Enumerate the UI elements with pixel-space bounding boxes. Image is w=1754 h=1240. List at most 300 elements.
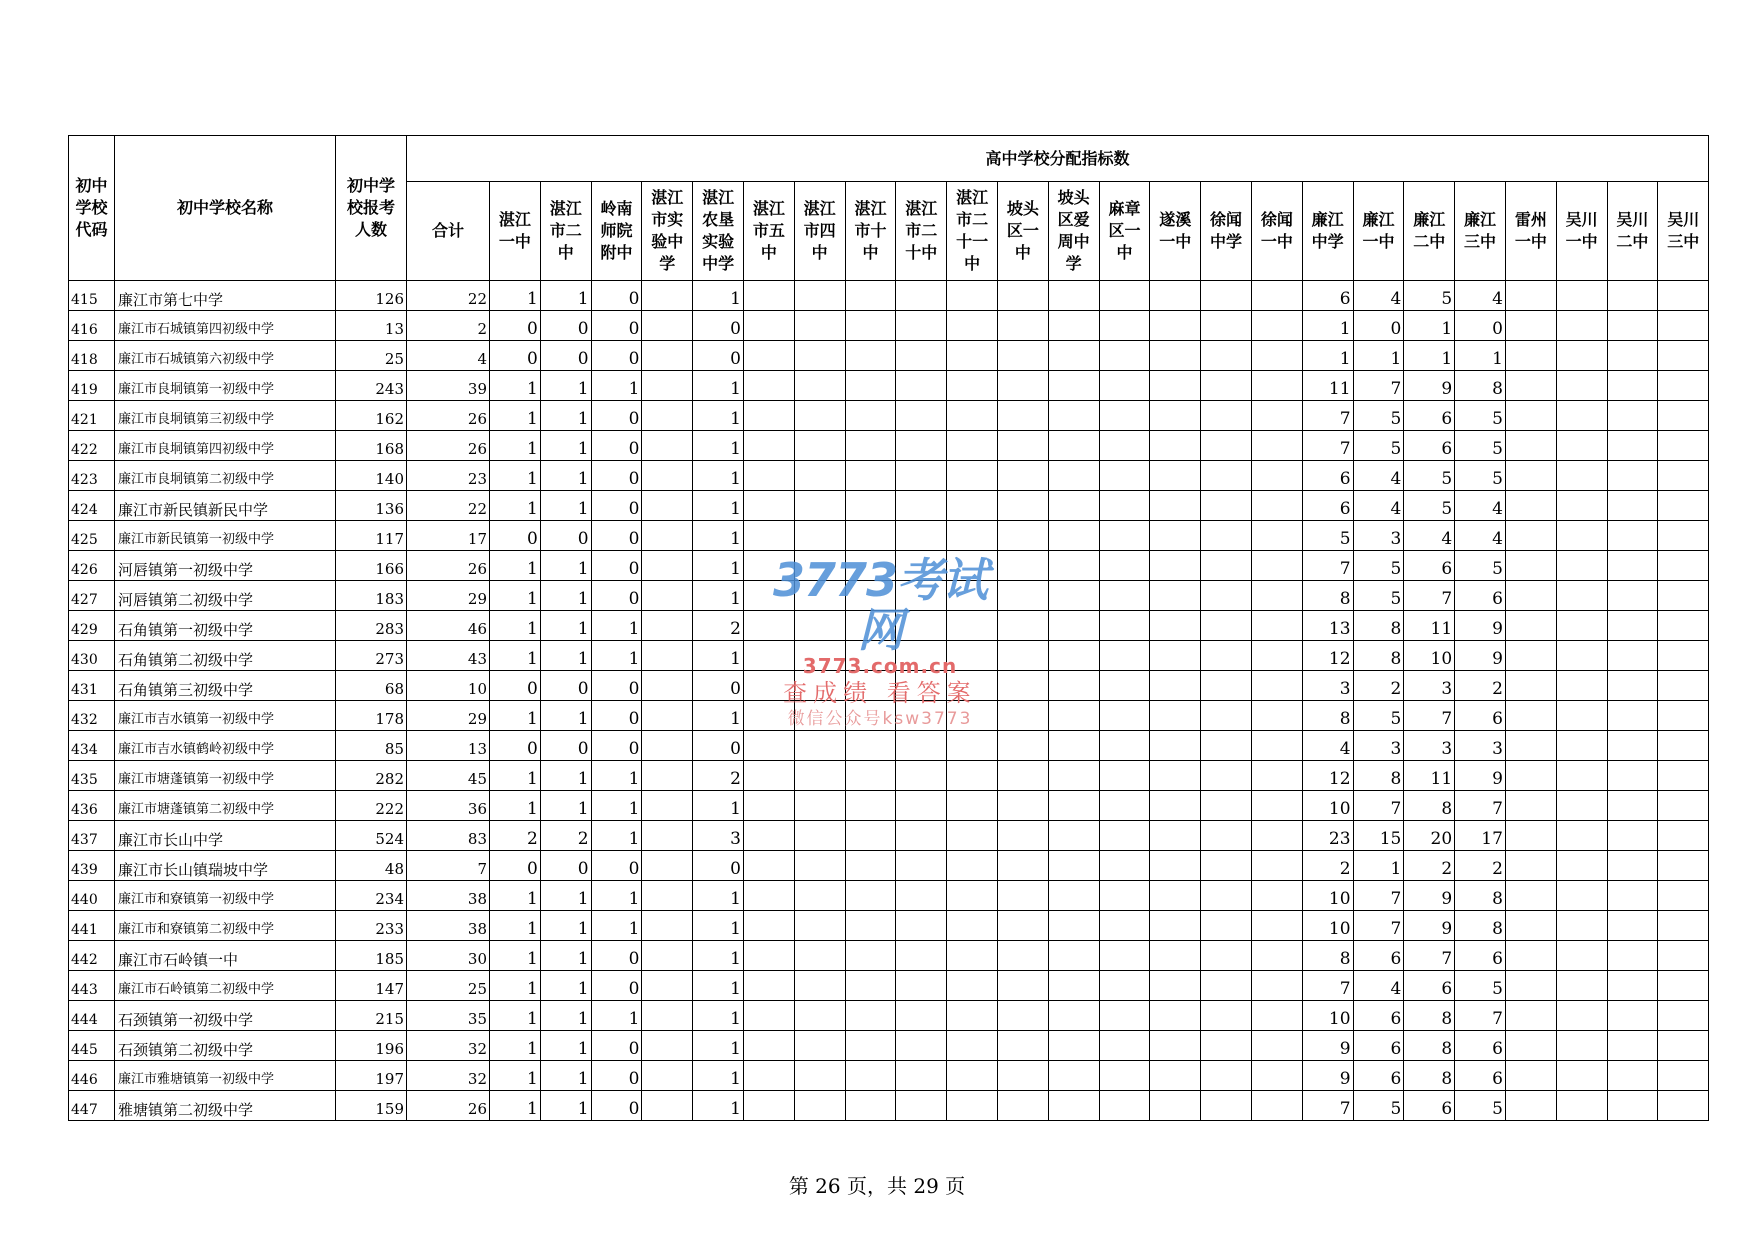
allocation-cell xyxy=(896,941,947,971)
allocation-cell: 1 xyxy=(540,581,591,611)
allocation-cell xyxy=(1201,881,1252,911)
allocation-cell xyxy=(1099,941,1150,971)
allocation-cell xyxy=(1048,401,1099,431)
allocation-cell xyxy=(743,491,794,521)
allocation-cell xyxy=(1099,641,1150,671)
total-cell: 38 xyxy=(407,911,490,941)
allocation-cell: 0 xyxy=(693,341,744,371)
allocation-cell xyxy=(1201,491,1252,521)
allocation-cell xyxy=(1607,1001,1658,1031)
allocation-cell xyxy=(743,401,794,431)
allocation-cell xyxy=(1556,611,1607,641)
table-row xyxy=(69,1031,1709,1061)
allocation-cell xyxy=(1658,281,1709,311)
allocation-cell: 1 xyxy=(540,1091,591,1121)
allocation-cell xyxy=(794,401,845,431)
allocation-cell: 0 xyxy=(693,851,744,881)
total-cell: 39 xyxy=(407,371,490,401)
allocation-cell: 5 xyxy=(1455,1091,1506,1121)
allocation-cell: 0 xyxy=(591,701,642,731)
allocation-cell xyxy=(1099,1091,1150,1121)
allocation-cell xyxy=(1607,791,1658,821)
allocation-cell xyxy=(794,761,845,791)
allocation-cell: 1 xyxy=(693,521,744,551)
allocation-cell: 10 xyxy=(1302,881,1353,911)
allocation-cell: 4 xyxy=(1302,731,1353,761)
allocation-cell xyxy=(1251,791,1302,821)
allocation-cell xyxy=(1505,341,1556,371)
school-code-cell: 431 xyxy=(69,671,115,701)
allocation-cell: 1 xyxy=(540,941,591,971)
school-name-cell: 雅塘镇第二初级中学 xyxy=(115,1091,336,1121)
allocation-cell: 7 xyxy=(1353,911,1404,941)
allocation-cell: 0 xyxy=(591,971,642,1001)
allocation-cell: 4 xyxy=(1404,521,1455,551)
allocation-cell xyxy=(794,281,845,311)
allocation-cell xyxy=(1505,1001,1556,1031)
allocation-cell xyxy=(845,881,896,911)
allocation-cell xyxy=(1505,911,1556,941)
allocation-cell xyxy=(845,791,896,821)
allocation-cell xyxy=(947,911,998,941)
allocation-cell: 2 xyxy=(1353,671,1404,701)
allocation-cell: 9 xyxy=(1302,1061,1353,1091)
allocation-cell: 12 xyxy=(1302,761,1353,791)
allocation-cell xyxy=(642,731,693,761)
allocation-cell xyxy=(1099,791,1150,821)
allocation-cell: 7 xyxy=(1404,581,1455,611)
allocation-cell xyxy=(642,791,693,821)
allocation-cell: 6 xyxy=(1302,461,1353,491)
allocation-cell xyxy=(1150,671,1201,701)
allocation-cell xyxy=(1658,971,1709,1001)
allocation-cell xyxy=(1201,551,1252,581)
allocation-cell: 6 xyxy=(1302,281,1353,311)
allocation-cell xyxy=(1505,1091,1556,1121)
allocation-cell: 6 xyxy=(1455,1061,1506,1091)
allocation-cell: 10 xyxy=(1404,641,1455,671)
allocation-cell: 1 xyxy=(591,1001,642,1031)
allocation-cell: 7 xyxy=(1353,881,1404,911)
allocation-cell xyxy=(1251,731,1302,761)
allocation-cell xyxy=(1505,401,1556,431)
allocation-cell: 1 xyxy=(540,461,591,491)
table-row xyxy=(69,731,1709,761)
allocation-cell xyxy=(642,1061,693,1091)
allocation-cell xyxy=(642,701,693,731)
total-cell: 29 xyxy=(407,701,490,731)
allocation-cell: 15 xyxy=(1353,821,1404,851)
allocation-cell xyxy=(1201,791,1252,821)
allocation-cell: 1 xyxy=(490,641,541,671)
allocation-cell xyxy=(845,1061,896,1091)
allocation-cell xyxy=(1251,1091,1302,1121)
allocation-cell: 1 xyxy=(1302,311,1353,341)
school-name-cell: 廉江市雅塘镇第一初级中学 xyxy=(115,1061,336,1091)
allocation-cell xyxy=(896,371,947,401)
allocation-cell: 1 xyxy=(490,1061,541,1091)
allocation-cell xyxy=(1556,371,1607,401)
allocation-cell xyxy=(845,941,896,971)
allocation-cell: 1 xyxy=(540,611,591,641)
allocation-cell xyxy=(794,521,845,551)
allocation-cell xyxy=(1150,341,1201,371)
allocation-cell xyxy=(1607,701,1658,731)
allocation-cell xyxy=(1607,1031,1658,1061)
school-name-cell: 廉江市良垌镇第二初级中学 xyxy=(115,461,336,491)
allocation-cell: 0 xyxy=(540,731,591,761)
header-school-col: 吴川 三中 xyxy=(1658,182,1709,281)
allocation-cell xyxy=(947,941,998,971)
total-cell: 26 xyxy=(407,1091,490,1121)
allocation-cell: 1 xyxy=(490,371,541,401)
allocation-cell xyxy=(1150,461,1201,491)
allocation-cell: 4 xyxy=(1353,491,1404,521)
allocation-cell: 6 xyxy=(1455,581,1506,611)
allocation-cell: 1 xyxy=(693,1091,744,1121)
applicants-cell: 13 xyxy=(336,311,407,341)
allocation-cell: 11 xyxy=(1404,611,1455,641)
allocation-cell xyxy=(743,1001,794,1031)
allocation-cell xyxy=(1048,1001,1099,1031)
table-row xyxy=(69,761,1709,791)
header-school-col: 徐闻 中学 xyxy=(1201,182,1252,281)
allocation-cell xyxy=(1251,1031,1302,1061)
allocation-cell: 5 xyxy=(1353,551,1404,581)
allocation-cell xyxy=(1048,611,1099,641)
allocation-cell xyxy=(1048,791,1099,821)
allocation-cell xyxy=(1658,821,1709,851)
allocation-cell xyxy=(642,581,693,611)
allocation-cell xyxy=(743,341,794,371)
allocation-cell: 0 xyxy=(591,851,642,881)
allocation-cell: 8 xyxy=(1455,371,1506,401)
allocation-cell xyxy=(947,491,998,521)
allocation-cell xyxy=(1048,1091,1099,1121)
watermark-url: 3773.com.cn xyxy=(802,654,958,678)
header-allocation-group: 高中学校分配指标数 xyxy=(407,136,1709,182)
allocation-cell xyxy=(794,1031,845,1061)
allocation-cell: 3 xyxy=(693,821,744,851)
allocation-cell xyxy=(1201,911,1252,941)
allocation-cell xyxy=(947,281,998,311)
header-school-col: 坡头 区一 中 xyxy=(997,182,1048,281)
allocation-cell xyxy=(1048,431,1099,461)
allocation-cell: 0 xyxy=(591,671,642,701)
allocation-cell xyxy=(1658,791,1709,821)
allocation-cell xyxy=(1201,761,1252,791)
allocation-cell: 1 xyxy=(693,911,744,941)
school-code-cell: 446 xyxy=(69,1061,115,1091)
allocation-cell xyxy=(896,1091,947,1121)
allocation-cell xyxy=(845,401,896,431)
allocation-cell xyxy=(743,431,794,461)
allocation-cell: 9 xyxy=(1302,1031,1353,1061)
allocation-cell: 1 xyxy=(540,1001,591,1031)
allocation-cell xyxy=(642,941,693,971)
table-row xyxy=(69,341,1709,371)
allocation-cell xyxy=(1150,641,1201,671)
allocation-cell: 1 xyxy=(693,881,744,911)
allocation-cell xyxy=(947,971,998,1001)
allocation-cell xyxy=(642,1001,693,1031)
allocation-cell: 1 xyxy=(693,281,744,311)
allocation-cell xyxy=(1607,971,1658,1001)
allocation-cell xyxy=(845,341,896,371)
allocation-cell: 6 xyxy=(1404,1091,1455,1121)
total-cell: 38 xyxy=(407,881,490,911)
allocation-cell: 1 xyxy=(693,401,744,431)
table-row xyxy=(69,971,1709,1001)
allocation-cell xyxy=(1556,701,1607,731)
allocation-cell xyxy=(1099,1031,1150,1061)
allocation-cell xyxy=(642,1091,693,1121)
allocation-cell: 0 xyxy=(591,341,642,371)
school-code-cell: 442 xyxy=(69,941,115,971)
allocation-cell: 3 xyxy=(1404,731,1455,761)
table-row xyxy=(69,911,1709,941)
allocation-cell: 0 xyxy=(490,731,541,761)
allocation-cell: 9 xyxy=(1455,611,1506,641)
allocation-cell: 6 xyxy=(1353,1001,1404,1031)
allocation-cell: 9 xyxy=(1455,641,1506,671)
allocation-cell: 7 xyxy=(1353,371,1404,401)
allocation-cell: 2 xyxy=(540,821,591,851)
school-name-cell: 廉江市长山镇瑞坡中学 xyxy=(115,851,336,881)
allocation-cell xyxy=(1505,971,1556,1001)
allocation-cell: 5 xyxy=(1302,521,1353,551)
allocation-cell xyxy=(1099,851,1150,881)
allocation-cell xyxy=(1099,881,1150,911)
school-name-cell: 廉江市石城镇第六初级中学 xyxy=(115,341,336,371)
total-cell: 22 xyxy=(407,491,490,521)
school-code-cell: 447 xyxy=(69,1091,115,1121)
allocation-cell xyxy=(642,311,693,341)
allocation-cell: 7 xyxy=(1302,1091,1353,1121)
allocation-cell: 0 xyxy=(490,851,541,881)
allocation-cell xyxy=(1150,611,1201,641)
allocation-cell: 3 xyxy=(1455,731,1506,761)
school-name-cell: 廉江市石岭镇一中 xyxy=(115,941,336,971)
allocation-cell: 2 xyxy=(490,821,541,851)
allocation-cell xyxy=(1607,401,1658,431)
allocation-cell xyxy=(642,521,693,551)
school-code-cell: 441 xyxy=(69,911,115,941)
total-cell: 45 xyxy=(407,761,490,791)
applicants-cell: 183 xyxy=(336,581,407,611)
allocation-cell xyxy=(642,491,693,521)
allocation-cell xyxy=(1201,701,1252,731)
school-code-cell: 443 xyxy=(69,971,115,1001)
allocation-cell xyxy=(1607,671,1658,701)
allocation-cell xyxy=(1048,821,1099,851)
allocation-cell xyxy=(1099,431,1150,461)
allocation-cell: 1 xyxy=(591,791,642,821)
allocation-cell: 1 xyxy=(591,821,642,851)
allocation-cell xyxy=(896,431,947,461)
allocation-cell xyxy=(845,521,896,551)
allocation-cell xyxy=(1048,911,1099,941)
allocation-cell xyxy=(743,791,794,821)
allocation-cell xyxy=(1201,1061,1252,1091)
applicants-cell: 147 xyxy=(336,971,407,1001)
allocation-cell xyxy=(896,821,947,851)
allocation-cell xyxy=(997,791,1048,821)
school-code-cell: 440 xyxy=(69,881,115,911)
applicants-cell: 283 xyxy=(336,611,407,641)
allocation-cell xyxy=(1150,1091,1201,1121)
allocation-cell xyxy=(743,761,794,791)
allocation-cell xyxy=(1556,731,1607,761)
allocation-cell: 7 xyxy=(1404,941,1455,971)
allocation-cell: 1 xyxy=(490,881,541,911)
allocation-cell xyxy=(1251,311,1302,341)
allocation-cell xyxy=(794,911,845,941)
allocation-cell xyxy=(1150,881,1201,911)
allocation-cell xyxy=(642,281,693,311)
allocation-cell xyxy=(642,851,693,881)
allocation-cell: 8 xyxy=(1302,581,1353,611)
allocation-cell xyxy=(997,371,1048,401)
allocation-cell xyxy=(1201,401,1252,431)
allocation-cell: 1 xyxy=(591,611,642,641)
allocation-cell: 0 xyxy=(540,851,591,881)
allocation-cell xyxy=(1556,851,1607,881)
allocation-cell xyxy=(1048,371,1099,401)
allocation-cell xyxy=(1607,641,1658,671)
allocation-cell xyxy=(1099,701,1150,731)
allocation-cell: 1 xyxy=(693,641,744,671)
allocation-cell xyxy=(1099,911,1150,941)
allocation-cell xyxy=(845,1001,896,1031)
table-row xyxy=(69,521,1709,551)
total-cell: 13 xyxy=(407,731,490,761)
allocation-cell xyxy=(743,941,794,971)
total-cell: 22 xyxy=(407,281,490,311)
allocation-cell xyxy=(1048,641,1099,671)
allocation-cell xyxy=(1099,731,1150,761)
total-cell: 43 xyxy=(407,641,490,671)
header-school-col: 湛江 市二 中 xyxy=(540,182,591,281)
allocation-cell: 5 xyxy=(1353,401,1404,431)
allocation-cell xyxy=(845,311,896,341)
allocation-cell: 6 xyxy=(1455,1031,1506,1061)
allocation-cell xyxy=(642,911,693,941)
allocation-cell xyxy=(1251,341,1302,371)
allocation-cell xyxy=(794,941,845,971)
allocation-cell: 10 xyxy=(1302,911,1353,941)
allocation-cell xyxy=(997,311,1048,341)
allocation-cell xyxy=(1048,731,1099,761)
allocation-cell xyxy=(642,341,693,371)
school-name-cell: 廉江市吉水镇鹤岭初级中学 xyxy=(115,731,336,761)
school-code-cell: 435 xyxy=(69,761,115,791)
allocation-cell xyxy=(794,461,845,491)
allocation-cell xyxy=(642,611,693,641)
header-school-col: 湛江 农垦 实验 中学 xyxy=(693,182,744,281)
school-name-cell: 廉江市良垌镇第四初级中学 xyxy=(115,431,336,461)
total-cell: 46 xyxy=(407,611,490,641)
allocation-cell xyxy=(794,851,845,881)
allocation-cell: 1 xyxy=(490,461,541,491)
allocation-cell: 8 xyxy=(1455,881,1506,911)
allocation-cell xyxy=(896,521,947,551)
allocation-cell xyxy=(1251,941,1302,971)
allocation-cell: 8 xyxy=(1353,611,1404,641)
school-name-cell: 廉江市石城镇第四初级中学 xyxy=(115,311,336,341)
allocation-cell xyxy=(1201,821,1252,851)
allocation-cell: 8 xyxy=(1404,1001,1455,1031)
allocation-cell: 5 xyxy=(1455,431,1506,461)
allocation-cell xyxy=(1150,731,1201,761)
allocation-cell: 6 xyxy=(1455,941,1506,971)
applicants-cell: 140 xyxy=(336,461,407,491)
allocation-cell: 6 xyxy=(1353,941,1404,971)
allocation-cell xyxy=(1505,461,1556,491)
allocation-cell xyxy=(1150,761,1201,791)
school-name-cell: 河唇镇第二初级中学 xyxy=(115,581,336,611)
allocation-cell xyxy=(1251,551,1302,581)
school-code-cell: 418 xyxy=(69,341,115,371)
allocation-cell xyxy=(1556,461,1607,491)
allocation-cell xyxy=(794,1091,845,1121)
school-code-cell: 427 xyxy=(69,581,115,611)
table-row xyxy=(69,431,1709,461)
allocation-cell xyxy=(1150,941,1201,971)
allocation-cell xyxy=(642,431,693,461)
allocation-cell: 4 xyxy=(1455,281,1506,311)
allocation-cell: 0 xyxy=(591,731,642,761)
allocation-cell: 0 xyxy=(693,671,744,701)
total-cell: 26 xyxy=(407,401,490,431)
allocation-cell: 7 xyxy=(1455,1001,1506,1031)
allocation-cell xyxy=(1251,701,1302,731)
allocation-cell xyxy=(1150,791,1201,821)
header-school-col: 坡头 区爱 周中 学 xyxy=(1048,182,1099,281)
allocation-cell: 0 xyxy=(591,401,642,431)
allocation-cell: 3 xyxy=(1404,671,1455,701)
allocation-cell xyxy=(896,881,947,911)
table-row xyxy=(69,401,1709,431)
allocation-cell xyxy=(1658,851,1709,881)
allocation-cell: 17 xyxy=(1455,821,1506,851)
allocation-cell xyxy=(1658,401,1709,431)
allocation-cell: 1 xyxy=(490,1031,541,1061)
allocation-cell: 0 xyxy=(490,341,541,371)
watermark-logo-text: 3773考试网 xyxy=(772,553,988,657)
allocation-cell: 4 xyxy=(1455,491,1506,521)
allocation-cell xyxy=(845,371,896,401)
allocation-cell xyxy=(1505,371,1556,401)
header-school-col: 湛江 市二 十中 xyxy=(896,182,947,281)
allocation-cell xyxy=(997,521,1048,551)
allocation-cell: 6 xyxy=(1455,701,1506,731)
allocation-cell: 1 xyxy=(540,431,591,461)
allocation-cell xyxy=(947,1061,998,1091)
table-row xyxy=(69,791,1709,821)
allocation-cell: 0 xyxy=(490,671,541,701)
allocation-cell xyxy=(1201,281,1252,311)
allocation-cell xyxy=(642,371,693,401)
header-school-col: 廉江 二中 xyxy=(1404,182,1455,281)
allocation-cell xyxy=(1607,611,1658,641)
allocation-cell xyxy=(1251,371,1302,401)
allocation-cell: 1 xyxy=(490,401,541,431)
allocation-cell xyxy=(1658,1091,1709,1121)
school-code-cell: 424 xyxy=(69,491,115,521)
school-name-cell: 河唇镇第一初级中学 xyxy=(115,551,336,581)
allocation-cell: 5 xyxy=(1404,281,1455,311)
